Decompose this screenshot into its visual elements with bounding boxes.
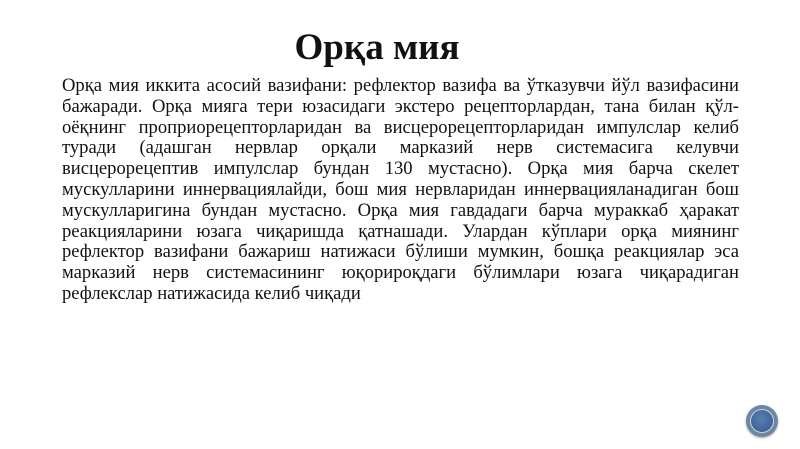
slide-body-text: Орқа мия иккита асосий вазифани: рефлектор вазифа ва ўтказувчи йўл вазифасини бажаради. Орқа мияга тери юзасидаги экстеро рецепторлардан, тана билан қўл-оёқнинг проприорецепторларидан ва висцерорецепторларидан импулслар келиб туради (адашган нервлар орқали марказий нерв системасига келувчи висцерорецептив импулслар бундан 130 мустасно). Орқа мия барча скелет мускулларини иннервациялайди, бош мия нервларидан иннервацияланадиган бош мускулларигина бундан мустасно. Орқа мия гавдадаги барча мураккаб ҳаракат реакцияларини юзага чиқаришда қатнашади. Улардан кўплари орқа миянинг рефлектор вазифани бажариш натижаси бўлиши мумкин, бошқа реакциялар эса марказий нерв системасининг юқорироқдаги бўлимлари юзага чиқарадиган рефлекслар натижасида келиб чиқади (62, 75, 739, 304)
next-slide-button[interactable] (746, 405, 778, 437)
slide-title: Орқа мия (294, 27, 460, 68)
circle-nav-icon (750, 409, 774, 433)
